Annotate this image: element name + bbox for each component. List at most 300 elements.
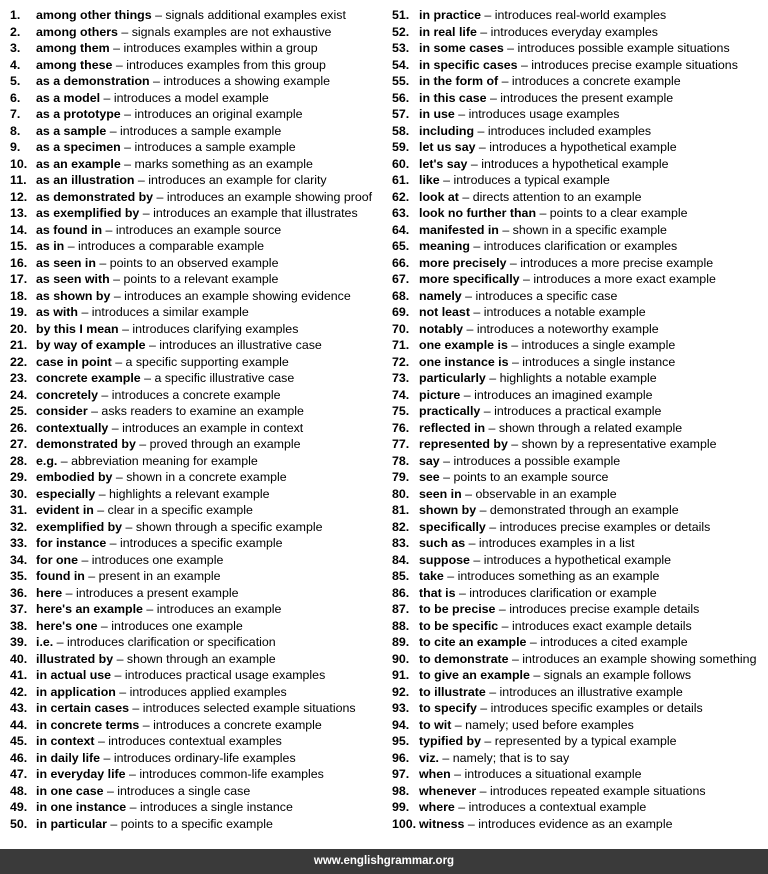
list-item xyxy=(392,469,768,486)
item-term: among them xyxy=(36,41,110,55)
item-text xyxy=(36,321,298,338)
item-number: 47. xyxy=(10,767,28,781)
item-number: 81. xyxy=(392,503,410,517)
item-number: 23. xyxy=(10,371,28,385)
item-text xyxy=(419,387,652,404)
list-item xyxy=(392,799,768,816)
list-item xyxy=(392,502,768,519)
item-term: concretely xyxy=(36,387,98,402)
item-definition: – introduces clarification or examples xyxy=(469,239,678,253)
item-definition: – shown through a specific example xyxy=(122,519,323,534)
item-term: in the form of xyxy=(419,74,499,88)
list-item xyxy=(392,667,768,684)
item-term: case in point xyxy=(36,354,112,369)
item-term: in one instance xyxy=(36,800,127,814)
item-definition: – introduces clarifying examples xyxy=(118,321,299,336)
list-item xyxy=(392,337,768,354)
item-definition: – a specific illustrative case xyxy=(140,371,295,385)
item-term: look at xyxy=(419,189,459,204)
list-item xyxy=(10,469,382,486)
item-text xyxy=(36,337,322,354)
item-term: not least xyxy=(419,305,470,319)
item-text xyxy=(36,601,281,618)
item-text xyxy=(36,24,331,41)
item-number: 42. xyxy=(10,684,28,699)
item-definition: – introduces a hypothetical example xyxy=(469,552,672,567)
item-text xyxy=(419,255,713,272)
item-number: 92. xyxy=(392,684,410,699)
item-definition: – introduces a typical example xyxy=(439,173,610,187)
list-item xyxy=(10,238,382,255)
item-term: say xyxy=(419,453,440,468)
list-item xyxy=(392,601,768,618)
item-text xyxy=(36,7,346,24)
item-term: contextually xyxy=(36,420,109,435)
item-definition: – present in an example xyxy=(84,569,221,583)
item-definition: – introduces ordinary-life examples xyxy=(100,750,296,765)
list-item xyxy=(10,255,382,272)
item-number: 77. xyxy=(392,437,410,451)
item-term: in practice xyxy=(419,8,481,22)
item-term: in real life xyxy=(419,24,477,39)
list-item xyxy=(10,799,382,816)
list-item xyxy=(10,288,382,305)
item-text xyxy=(36,205,358,222)
right-column xyxy=(392,7,768,832)
item-term: as a sample xyxy=(36,123,107,138)
item-definition: – introduces specific examples or details xyxy=(476,701,703,715)
item-definition: – introduces applied examples xyxy=(115,684,287,699)
list-item xyxy=(392,618,768,635)
item-definition: – introduces a present example xyxy=(62,585,239,600)
item-text xyxy=(419,420,682,437)
item-number: 97. xyxy=(392,767,410,781)
list-item xyxy=(392,106,768,123)
item-definition: – introduces included examples xyxy=(474,123,652,138)
item-number: 34. xyxy=(10,552,28,567)
list-item xyxy=(10,90,382,107)
item-text xyxy=(419,7,666,24)
item-term: by this I mean xyxy=(36,321,119,336)
left-column xyxy=(10,7,382,832)
item-definition: – asks readers to examine an example xyxy=(87,404,304,418)
item-number: 62. xyxy=(392,189,410,204)
item-term: in context xyxy=(36,734,95,748)
item-term: as shown by xyxy=(36,288,111,303)
item-definition: – marks something as an example xyxy=(120,156,313,171)
item-term: in certain cases xyxy=(36,701,129,715)
item-definition: – introduces repeated example situations xyxy=(476,783,706,798)
item-definition: – a specific supporting example xyxy=(111,354,289,369)
item-definition: – introduces an imagined example xyxy=(460,387,653,402)
item-number: 58. xyxy=(392,123,410,138)
list-item xyxy=(10,634,382,651)
list-item xyxy=(392,57,768,74)
list-item xyxy=(392,238,768,255)
item-text xyxy=(36,816,273,833)
item-term: in actual use xyxy=(36,668,112,682)
item-number: 44. xyxy=(10,717,28,732)
item-definition: – introduces a concrete example xyxy=(97,387,281,402)
item-text xyxy=(36,783,250,800)
item-number: 35. xyxy=(10,569,28,583)
item-number: 48. xyxy=(10,783,28,798)
item-number: 54. xyxy=(392,57,410,72)
item-term: as an illustration xyxy=(36,173,135,187)
item-number: 93. xyxy=(392,701,410,715)
item-text xyxy=(419,123,651,140)
item-number: 61. xyxy=(392,173,410,187)
item-number: 18. xyxy=(10,288,28,303)
item-definition: – introduces usage examples xyxy=(454,107,620,121)
item-definition: – introduces practical usage examples xyxy=(111,668,326,682)
list-item xyxy=(392,7,768,24)
list-item xyxy=(10,57,382,74)
item-text xyxy=(36,123,281,140)
item-text xyxy=(36,387,281,404)
item-text xyxy=(419,535,635,552)
item-text xyxy=(419,552,671,569)
item-number: 19. xyxy=(10,305,28,319)
item-number: 66. xyxy=(392,255,410,270)
item-term: i.e. xyxy=(36,635,54,649)
item-definition: – represented by a typical example xyxy=(480,734,677,748)
item-term: meaning xyxy=(419,239,470,253)
item-term: such as xyxy=(419,536,466,550)
item-definition: – introduces an example showing proof xyxy=(153,189,373,204)
list-item xyxy=(10,816,382,833)
item-definition: – introduces an example showing evidence xyxy=(110,288,351,303)
item-text xyxy=(419,403,661,420)
item-term: more specifically xyxy=(419,272,520,286)
item-term: namely xyxy=(419,288,462,303)
item-definition: – introduces a specific example xyxy=(106,536,283,550)
item-text xyxy=(36,502,253,519)
item-definition: – points to an observed example xyxy=(95,255,279,270)
item-number: 78. xyxy=(392,453,410,468)
item-number: 6. xyxy=(10,90,21,105)
item-text xyxy=(419,486,617,503)
item-term: one example is xyxy=(419,338,508,352)
list-item xyxy=(10,502,382,519)
item-definition: – introduces a specific case xyxy=(461,288,618,303)
list-item xyxy=(392,40,768,57)
item-term: as a prototype xyxy=(36,107,121,121)
item-term: here's an example xyxy=(36,602,143,616)
item-text xyxy=(36,189,372,206)
item-number: 41. xyxy=(10,668,28,682)
item-text xyxy=(36,700,356,717)
item-number: 8. xyxy=(10,123,21,138)
item-text xyxy=(419,156,669,173)
item-text xyxy=(419,321,659,338)
list-item xyxy=(10,585,382,602)
item-definition: – introduces examples in a list xyxy=(465,536,635,550)
item-number: 53. xyxy=(392,41,410,55)
item-text xyxy=(419,106,619,123)
item-definition: – shown in a concrete example xyxy=(112,470,287,484)
item-number: 15. xyxy=(10,239,28,253)
item-number: 83. xyxy=(392,536,410,550)
item-term: shown by xyxy=(419,503,477,517)
item-number: 68. xyxy=(392,288,410,303)
item-term: to demonstrate xyxy=(419,651,509,666)
item-definition: – introduces a situational example xyxy=(450,767,642,781)
list-item xyxy=(392,354,768,371)
list-item xyxy=(10,370,382,387)
list-item xyxy=(10,403,382,420)
item-number: 4. xyxy=(10,57,21,72)
item-number: 29. xyxy=(10,470,28,484)
item-term: represented by xyxy=(419,437,508,451)
item-term: as a demonstration xyxy=(36,74,150,88)
item-text xyxy=(419,634,688,651)
item-term: for instance xyxy=(36,536,107,550)
item-number: 5. xyxy=(10,74,21,88)
item-text xyxy=(419,783,706,800)
item-number: 12. xyxy=(10,189,28,204)
item-term: especially xyxy=(36,486,96,501)
item-definition: – introduces an illustrative example xyxy=(485,684,683,699)
item-term: whenever xyxy=(419,783,477,798)
item-definition: – highlights a relevant example xyxy=(95,486,270,501)
item-term: let's say xyxy=(419,156,468,171)
item-term: suppose xyxy=(419,552,470,567)
list-item xyxy=(10,156,382,173)
item-text xyxy=(419,189,641,206)
item-definition: – introduces an illustrative case xyxy=(145,338,322,352)
item-definition: – introduces examples from this group xyxy=(112,57,326,72)
item-text xyxy=(419,453,620,470)
list-item xyxy=(10,420,382,437)
item-term: evident in xyxy=(36,503,94,517)
item-text xyxy=(36,733,282,750)
item-term: as exemplified by xyxy=(36,206,140,220)
list-item xyxy=(10,123,382,140)
site-url: www.englishgrammar.org xyxy=(313,855,455,867)
item-text xyxy=(419,601,699,618)
item-term: manifested in xyxy=(419,222,499,237)
list-item xyxy=(392,370,768,387)
list-item xyxy=(10,40,382,57)
list-item xyxy=(10,766,382,783)
item-term: exemplified by xyxy=(36,519,123,534)
item-text xyxy=(36,73,330,90)
item-text xyxy=(36,750,296,767)
item-number: 55. xyxy=(392,74,410,88)
list-item xyxy=(392,123,768,140)
item-number: 65. xyxy=(392,239,410,253)
item-term: to be precise xyxy=(419,602,496,616)
item-term: one instance is xyxy=(419,354,509,369)
item-number: 40. xyxy=(10,651,28,666)
item-definition: – introduces a similar example xyxy=(78,305,249,319)
item-definition: – signals an example follows xyxy=(529,668,692,682)
item-definition: – introduces contextual examples xyxy=(94,734,282,748)
item-number: 86. xyxy=(392,585,410,600)
item-definition: – introduces one example xyxy=(78,552,224,567)
item-definition: – introduces a sample example xyxy=(106,123,282,138)
list-item xyxy=(392,436,768,453)
list-item xyxy=(392,733,768,750)
item-text xyxy=(36,535,283,552)
item-text xyxy=(419,502,679,519)
item-term: more precisely xyxy=(419,255,507,270)
list-item xyxy=(392,700,768,717)
item-text xyxy=(419,57,738,74)
item-text xyxy=(419,436,717,453)
item-definition: – introduces common-life examples xyxy=(125,767,324,781)
list-item xyxy=(392,453,768,470)
item-term: viz. xyxy=(419,750,439,765)
item-number: 20. xyxy=(10,321,28,336)
list-item xyxy=(10,717,382,734)
item-term: witness xyxy=(419,816,465,831)
item-number: 51. xyxy=(392,8,410,22)
list-item xyxy=(392,156,768,173)
item-term: as seen with xyxy=(36,272,110,286)
item-text xyxy=(419,733,677,750)
item-text xyxy=(36,420,303,437)
list-item xyxy=(392,535,768,552)
item-term: in everyday life xyxy=(36,767,126,781)
list-item xyxy=(10,436,382,453)
item-definition: – introduces precise example situations xyxy=(517,57,738,72)
item-term: in this case xyxy=(419,90,487,105)
item-number: 24. xyxy=(10,387,28,402)
item-text xyxy=(36,684,287,701)
item-number: 31. xyxy=(10,503,28,517)
item-text xyxy=(36,519,323,536)
item-number: 87. xyxy=(392,602,410,616)
list-item xyxy=(10,486,382,503)
item-definition: – introduces a more precise example xyxy=(506,255,714,270)
item-text xyxy=(36,354,289,371)
item-text xyxy=(419,139,677,156)
item-term: as seen in xyxy=(36,255,96,270)
item-definition: – introduces one example xyxy=(97,618,243,633)
item-number: 79. xyxy=(392,470,410,484)
item-term: specifically xyxy=(419,519,486,534)
item-term: including xyxy=(419,123,475,138)
item-definition: – proved through an example xyxy=(135,437,301,451)
item-definition: – signals examples are not exhaustive xyxy=(117,24,332,39)
item-text xyxy=(36,172,327,189)
item-text xyxy=(419,667,691,684)
item-term: particularly xyxy=(419,371,486,385)
item-number: 49. xyxy=(10,800,28,814)
item-number: 95. xyxy=(392,734,410,748)
item-number: 16. xyxy=(10,255,28,270)
item-number: 89. xyxy=(392,635,410,649)
item-definition: – abbreviation meaning for example xyxy=(57,453,258,468)
item-text xyxy=(36,453,258,470)
list-item xyxy=(10,139,382,156)
item-number: 13. xyxy=(10,206,28,220)
item-term: embodied by xyxy=(36,470,113,484)
item-number: 26. xyxy=(10,420,28,435)
list-item xyxy=(10,618,382,635)
item-term: to wit xyxy=(419,717,452,732)
item-text xyxy=(36,106,303,123)
item-text xyxy=(36,90,269,107)
item-text xyxy=(419,271,716,288)
item-definition: – introduces a notable example xyxy=(469,305,646,319)
item-text xyxy=(419,172,610,189)
list-item xyxy=(10,321,382,338)
item-number: 7. xyxy=(10,107,21,121)
item-definition: – introduces a single example xyxy=(507,338,676,352)
item-definition: – signals additional examples exist xyxy=(151,8,346,22)
item-number: 96. xyxy=(392,750,410,765)
item-term: here xyxy=(36,585,63,600)
item-text xyxy=(36,238,264,255)
item-definition: – introduces a single instance xyxy=(508,354,676,369)
item-text xyxy=(419,585,657,602)
item-definition: – introduces an example source xyxy=(102,222,282,237)
item-definition: – introduces an example for clarity xyxy=(134,173,327,187)
list-item xyxy=(392,568,768,585)
item-definition: – introduces a practical example xyxy=(480,404,662,418)
item-definition: – introduces real-world examples xyxy=(480,8,667,22)
list-item xyxy=(392,205,768,222)
list-item xyxy=(392,222,768,239)
list-item xyxy=(10,387,382,404)
list-item xyxy=(10,337,382,354)
list-item xyxy=(392,172,768,189)
item-term: as demonstrated by xyxy=(36,189,154,204)
item-definition: – introduces everyday examples xyxy=(476,24,658,39)
item-number: 50. xyxy=(10,816,28,831)
item-term: among others xyxy=(36,24,118,39)
list-item xyxy=(10,354,382,371)
item-term: demonstrated by xyxy=(36,437,136,451)
item-number: 33. xyxy=(10,536,28,550)
item-definition: – introduces precise example details xyxy=(495,602,700,616)
item-definition: – points to an example source xyxy=(439,470,609,484)
item-term: in concrete terms xyxy=(36,717,140,732)
item-number: 90. xyxy=(392,651,410,666)
list-item xyxy=(392,321,768,338)
item-definition: – introduces a model example xyxy=(100,90,269,105)
item-number: 22. xyxy=(10,354,28,369)
list-item xyxy=(10,106,382,123)
list-item xyxy=(10,733,382,750)
item-number: 3. xyxy=(10,41,21,55)
item-term: in daily life xyxy=(36,750,101,765)
item-text xyxy=(36,486,270,503)
list-item xyxy=(10,750,382,767)
list-item xyxy=(392,90,768,107)
item-term: seen in xyxy=(419,486,462,501)
list-item xyxy=(392,750,768,767)
item-definition: – points to a clear example xyxy=(536,206,688,220)
list-item xyxy=(10,73,382,90)
item-definition: – clear in a specific example xyxy=(93,503,253,517)
list-item xyxy=(392,816,768,833)
item-text xyxy=(419,304,646,321)
item-number: 32. xyxy=(10,519,28,534)
list-item xyxy=(392,585,768,602)
footer-banner xyxy=(0,849,768,874)
list-item xyxy=(392,403,768,420)
list-item xyxy=(10,783,382,800)
item-term: take xyxy=(419,569,444,583)
item-text xyxy=(419,651,756,668)
item-number: 98. xyxy=(392,783,410,798)
list-item xyxy=(392,73,768,90)
item-definition: – points to a relevant example xyxy=(109,272,279,286)
